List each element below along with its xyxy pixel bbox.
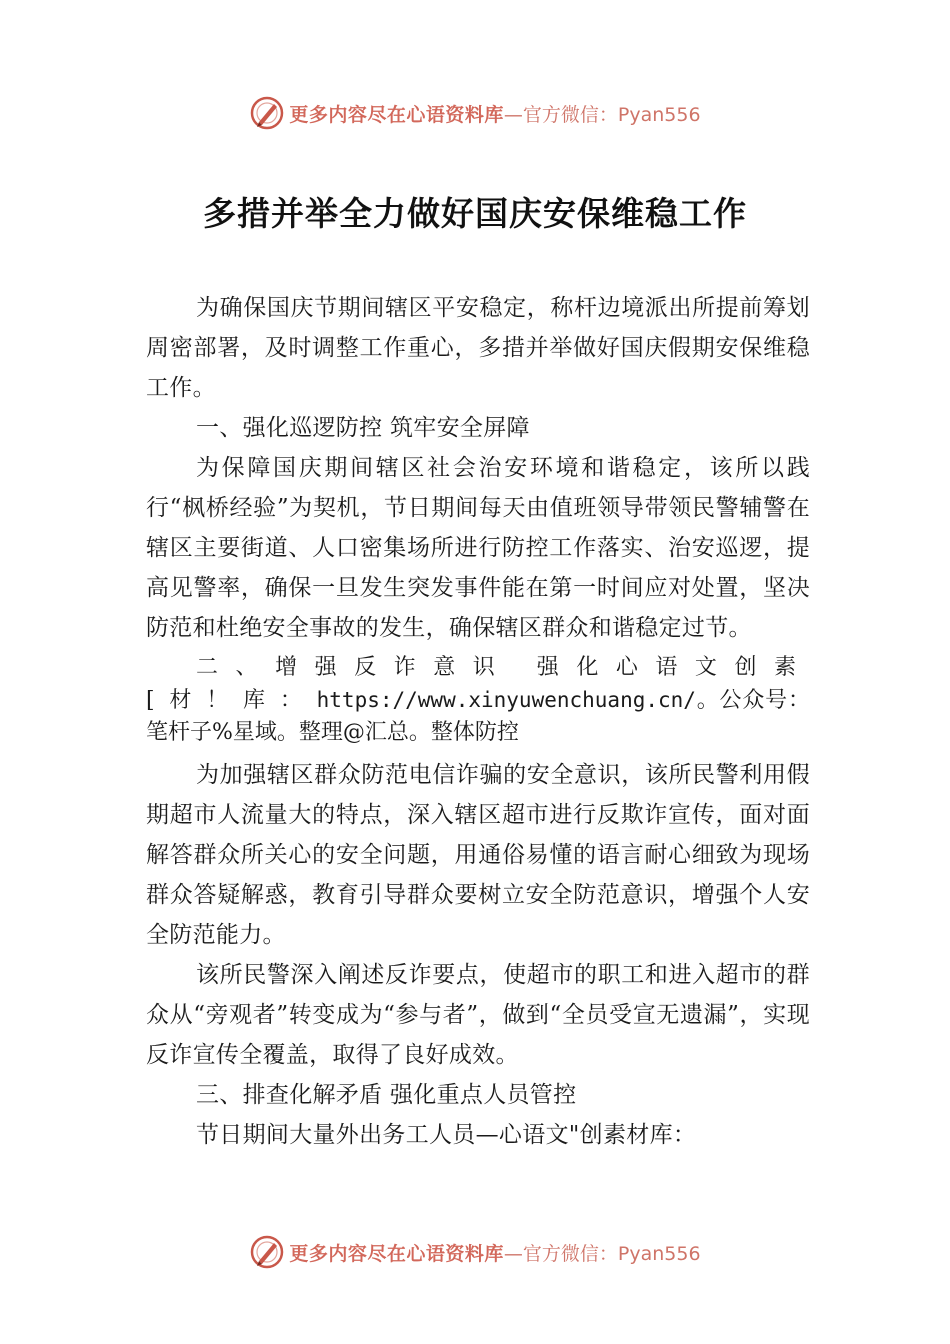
paragraph-patrol: 为保障国庆期间辖区社会治安环境和谐稳定，该所以践行“枫桥经验”为契机，节日期间每天由值班领导带领民警辅警在辖区主要街道、人口密集场所进行防控工作落实、治安巡逻，提高见警率，确保一旦发生突发事件能在第一时间应对处置，坚决防范和杜绝安全事故的发生，确保辖区群众和谐稳定过节。 bbox=[146, 455, 810, 641]
pen-logo-icon bbox=[249, 1234, 285, 1270]
section-heading-2-part-a: 二、增强反诈意识 强化心语文创素[材！库： bbox=[146, 655, 810, 713]
paragraph-results: 该所民警深入阐述反诈要点，使超市的职工和进入超市的群众从“旁观者”转变成为“参与者”，做到“全员受宣无遗漏”，实现反诈宣传全覆盖，取得了良好成效。 bbox=[146, 962, 810, 1068]
document-title: 多措并举全力做好国庆安保维稳工作 bbox=[203, 194, 747, 233]
banner-main-text: 更多内容尽在心语资料库 bbox=[289, 1242, 504, 1265]
banner-main-text: 更多内容尽在心语资料库 bbox=[289, 103, 504, 126]
section-heading-2-part-c: 。公众号：笔杆子%星域。整理@汇总。整体防控 bbox=[146, 688, 810, 745]
header-banner bbox=[0, 93, 950, 133]
section-heading-2-url: https://www.xinyuwenchuang.cn/ bbox=[316, 688, 696, 712]
paragraph-workers: 节日期间大量外出务工人员—心语文"创素材库： bbox=[196, 1122, 697, 1148]
section-heading-1: 一、强化巡逻防控 筑牢安全屏障 bbox=[196, 415, 530, 441]
paragraph-intro: 为确保国庆节期间辖区平安稳定，称杆边境派出所提前筹划周密部署，及时调整工作重心，多措并举做好国庆假期安保维稳工作。 bbox=[146, 295, 810, 401]
pen-logo-icon bbox=[249, 95, 285, 131]
document-body bbox=[146, 288, 810, 1155]
footer-banner bbox=[0, 1232, 950, 1272]
banner-wechat-text: —官方微信：Pyan556 bbox=[503, 103, 701, 126]
paragraph-antifraud: 为加强辖区群众防范电信诈骗的安全意识，该所民警利用假期超市人流量大的特点，深入辖区超市进行反欺诈宣传，面对面解答群众所关心的安全问题，用通俗易懂的语言耐心细致为现场群众答疑解惑，教育引导群众要树立安全防范意识，增强个人安全防范能力。 bbox=[146, 762, 810, 948]
section-heading-2 bbox=[146, 652, 810, 749]
section-heading-3: 三、排查化解矛盾 强化重点人员管控 bbox=[196, 1082, 577, 1108]
banner-wechat-text: —官方微信：Pyan556 bbox=[503, 1242, 701, 1265]
